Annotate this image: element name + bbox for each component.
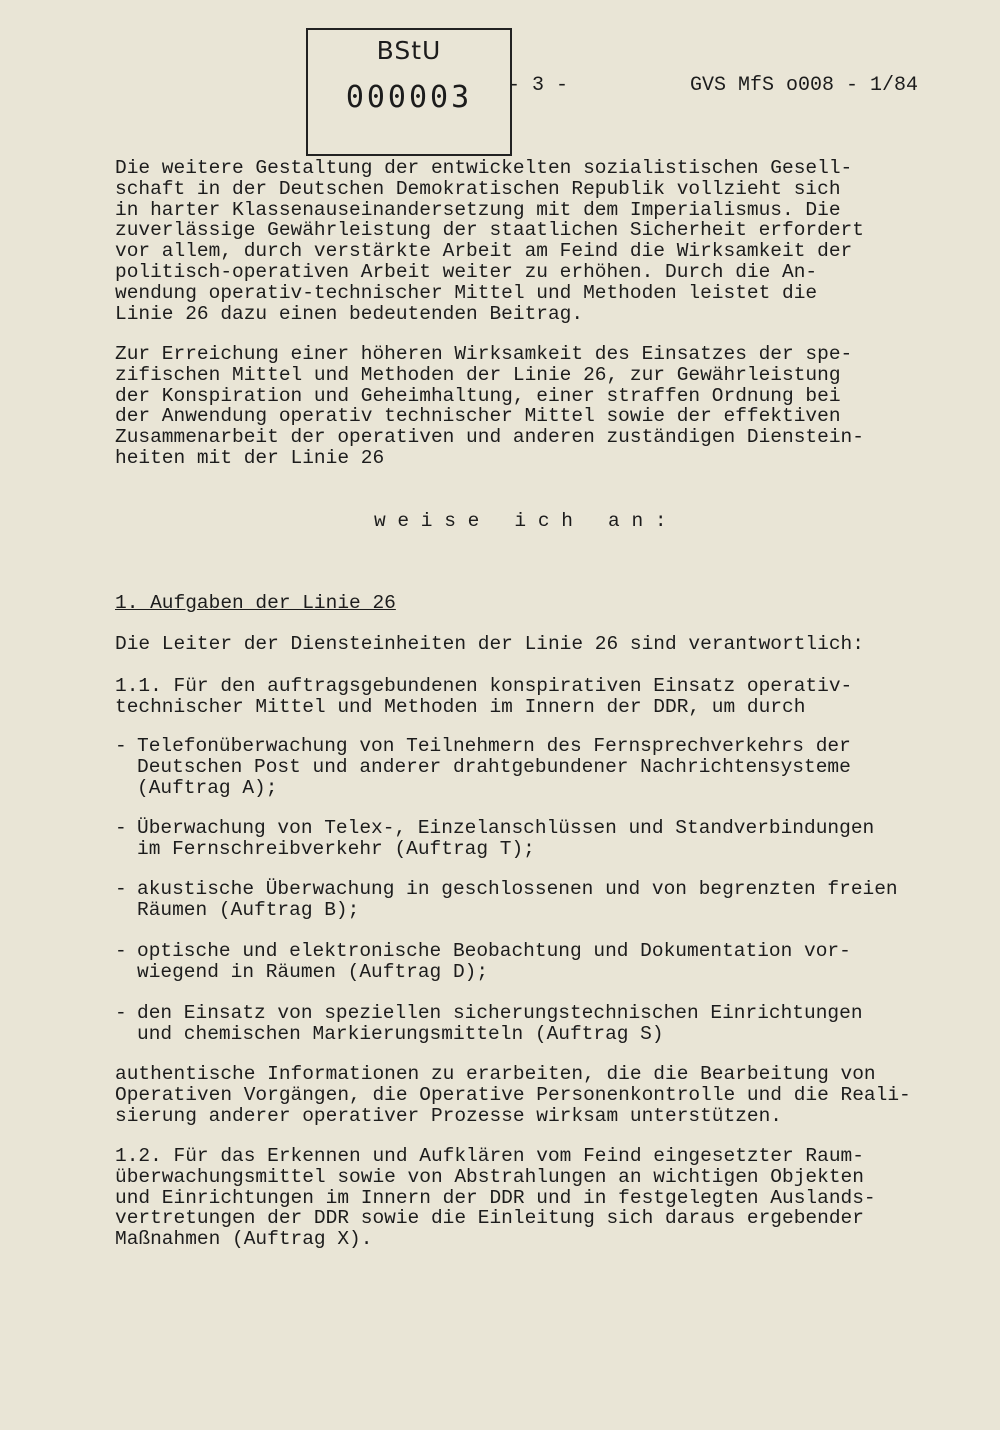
text-line: der Anwendung operativ technischer Mittel sowie der effektiven [115,405,841,428]
bullet-item-s [115,1003,945,1045]
bullet-text: Telefonüberwachung von Teilnehmern des Fernsprechverkehrs der [137,735,851,757]
text-line: (Auftrag A); [137,776,278,799]
text-line: zifischen Mittel und Methoden der Linie 26, zur Gewährleistung [115,363,841,386]
text-line: zuverlässige Gewährleistung der staatlichen Sicherheit erfordert [115,219,864,242]
text-line: wendung operativ-technischer Mittel und Methoden leistet die [115,281,818,304]
text-line: Die Leiter der Diensteinheiten der Linie 26 sind verantwortlich: [115,633,864,655]
bullet-marker: - [115,878,127,900]
intro-paragraph-2 [115,344,945,469]
text-line: authentische Informationen zu erarbeiten, die die Bearbeitung von [115,1063,876,1085]
bullet-marker: - [115,1002,127,1024]
bullet-text: Überwachung von Telex-, Einzelanschlüssen und Standverbindungen [137,817,875,839]
intro-paragraph-1 [115,158,945,324]
section-heading: 1. Aufgaben der Linie 26 [115,592,396,614]
stamp-number: 000003 [345,80,473,115]
text-line: wiegend in Räumen (Auftrag D); [137,960,489,983]
text-line: in harter Klassenauseinandersetzung mit dem Imperialismus. Die [115,198,841,221]
text-line: überwachungsmittel sowie von Abstrahlungen an wichtigen Objekten [115,1165,864,1188]
archive-stamp [306,28,512,156]
text-line: Linie 26 dazu einen bedeutenden Beitrag. [115,302,584,325]
text-line: und chemischen Markierungsmitteln (Auftrag S) [137,1022,664,1045]
text-line [115,879,945,900]
bullet-marker: - [115,940,127,962]
bullet-item-d [115,941,945,983]
text-line: technischer Mittel und Methoden im Innern der DDR, um durch [115,695,806,718]
bullet-marker: - [115,817,127,839]
stamp-org: BStU [376,36,442,65]
bullet-text: den Einsatz von speziellen sicherungstechnischen Einrichtungen [137,1002,863,1024]
text-line: heiten mit der Linie 26 [115,446,385,469]
text-line: Deutschen Post und anderer drahtgebundener Nachrichtensysteme [137,755,851,778]
text-line [115,941,945,962]
text-line: der Konspiration und Geheimhaltung, einer straffen Ordnung bei [115,384,841,407]
document-reference: GVS MfS o008 - 1/84 [690,74,919,97]
after-bullets-paragraph [115,1064,945,1126]
text-line: und Einrichtungen im Innern der DDR und in festgelegten Auslands- [115,1186,876,1209]
text-line: 1.1. Für den auftragsgebundenen konspirativen Einsatz operativ- [115,675,853,697]
text-line [115,818,945,839]
text-line: vertretungen der DDR sowie die Einleitung sich daraus ergebender [115,1207,864,1230]
item-1-1 [115,676,945,718]
bullet-marker: - [115,735,127,757]
text-line: Maßnahmen (Auftrag X). [115,1228,373,1251]
page-number: - 3 - [508,74,569,97]
item-1-2 [115,1146,945,1250]
text-line: sierung anderer operativer Prozesse wirksam unterstützen. [115,1104,783,1127]
bullet-item-b [115,879,945,921]
text-line: politisch-operativen Arbeit weiter zu erhöhen. Durch die An- [115,260,818,283]
text-line: Räumen (Auftrag B); [137,898,360,921]
text-line: vor allem, durch verstärkte Arbeit am Feind die Wirksamkeit der [115,240,853,263]
text-line: schaft in der Deutschen Demokratischen Republik vollzieht sich [115,177,841,200]
text-line: Die weitere Gestaltung der entwickelten sozialistischen Gesell- [115,157,853,179]
text-line [115,736,945,757]
section-lead [115,634,945,655]
text-line: 1.2. Für das Erkennen und Aufklären vom Feind eingesetzter Raum- [115,1145,864,1167]
text-line: im Fernschreibverkehr (Auftrag T); [137,837,535,860]
text-line: Operativen Vorgängen, die Operative Personenkontrolle und die Reali- [115,1083,911,1106]
bullet-item-t [115,818,945,860]
bullet-text: akustische Überwachung in geschlossenen und von begrenzten freien [137,878,898,900]
text-line [115,1003,945,1024]
directive-line: w e i s e i c h a n : [374,510,667,532]
text-line: Zur Erreichung einer höheren Wirksamkeit des Einsatzes der spe- [115,343,853,365]
text-line: Zusammenarbeit der operativen und anderen zuständigen Dienstein- [115,426,864,449]
bullet-item-a [115,736,945,798]
bullet-text: optische und elektronische Beobachtung und Dokumentation vor- [137,940,851,962]
